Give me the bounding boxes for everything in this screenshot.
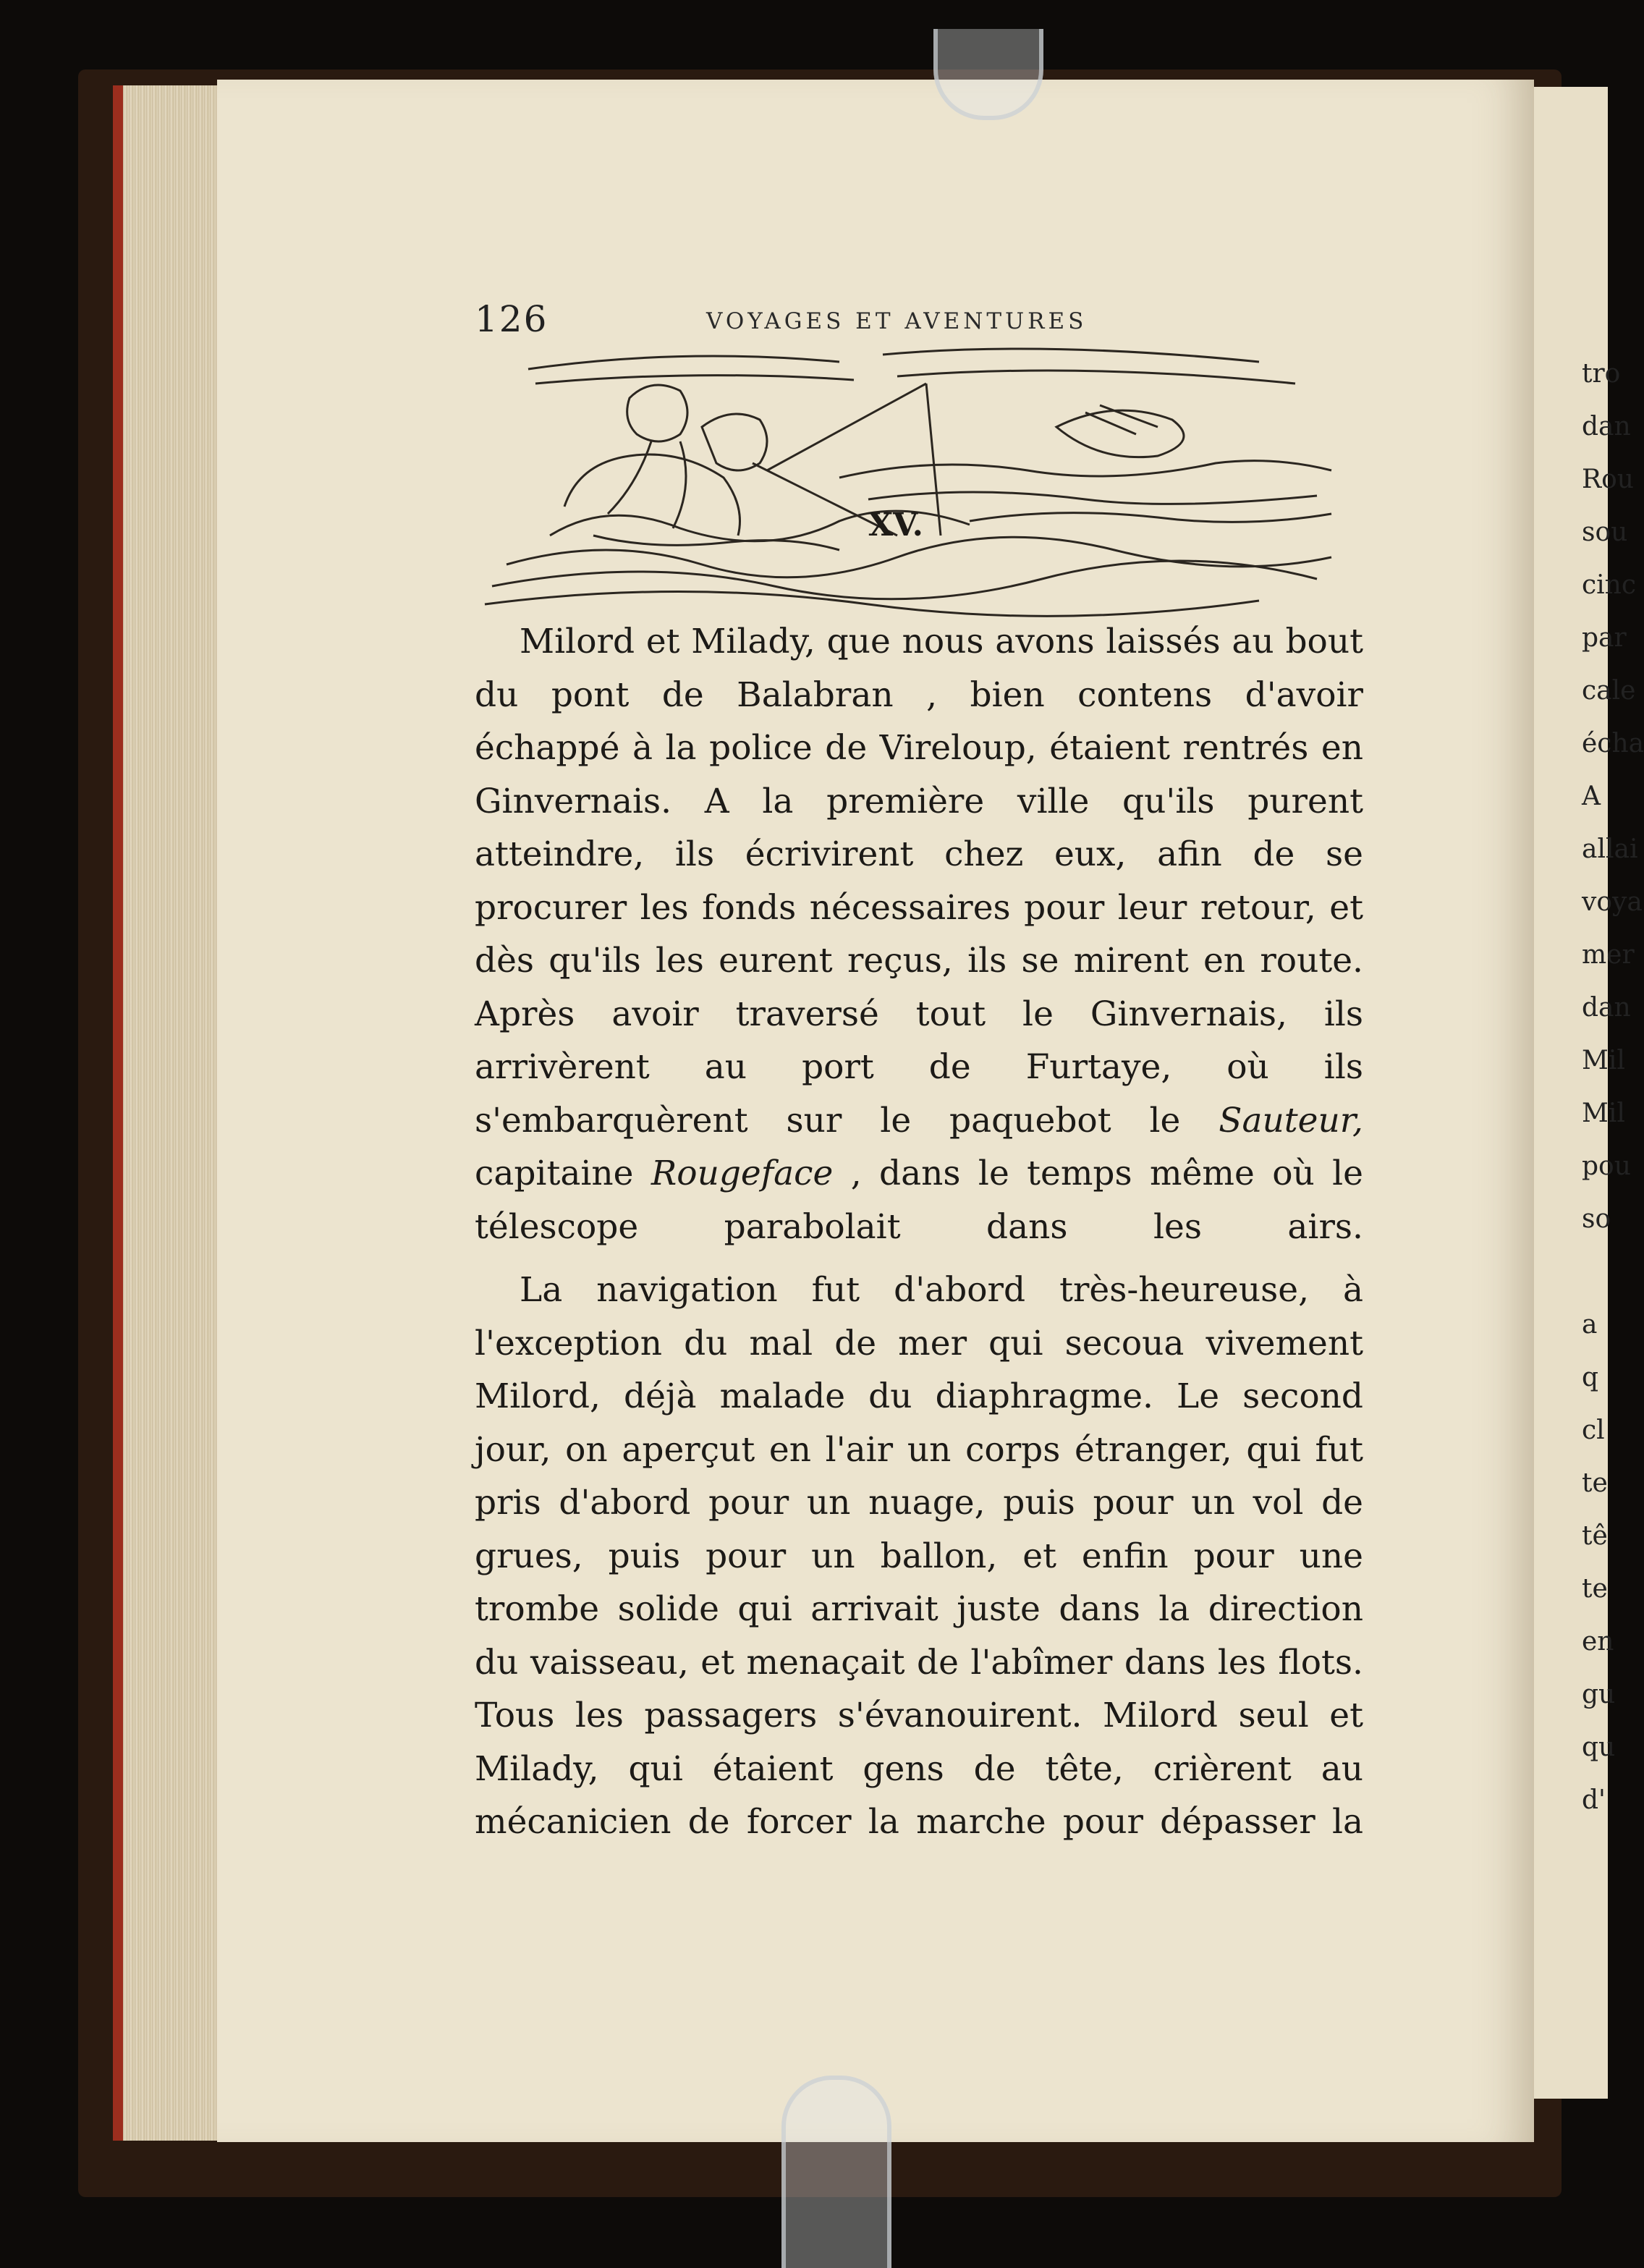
fragment: so [1582,1204,1611,1234]
chapter-number: XV. [868,507,923,543]
boat-scene-illustration [463,318,1346,622]
captain-name: Rougeface [651,1154,834,1193]
fragment: tro [1582,359,1621,389]
paragraph-1-text: Milord et Milady, que nous avons laissés au bout du pont de Balabran , bien contens d'avoir échappé à la police de Vireloup, étaient rentrés en Ginvernais. A la première ville qu'ils purent atteindre, ils écrivirent chez eux, afin de se procurer les fonds nécessaires pour leur retour, et dès qu'ils les eurent reçus, ils se mirent en route. Après avoir traversé tout le Ginvernais, ils arrivèrent au port de Furtaye, où ils s'embarquèrent sur le paquebot le [475,622,1363,1141]
paragraph-1-text: capitaine [475,1154,651,1193]
fragment: a [1582,1310,1598,1340]
fragment: cl [1582,1416,1605,1445]
page-clip-bottom [781,2076,891,2268]
fragment: Rou [1582,465,1634,494]
fragment: d' [1582,1785,1606,1815]
fragment: cale [1582,676,1636,706]
fragment: par [1582,623,1627,653]
ship-name: Sauteur, [1219,1100,1363,1141]
chapter-vignette [463,318,1346,622]
page-clip-top [933,29,1043,120]
fragment: te [1582,1468,1608,1498]
fragment: allai [1582,834,1638,864]
fragment: gu [1582,1680,1616,1709]
page-number: 126 [475,298,548,340]
main-text [475,615,1363,1849]
fragment: écha [1582,729,1644,758]
fragment: pou [1582,1151,1631,1181]
fragment: Mil [1582,1046,1625,1075]
fragment: voya [1582,887,1643,917]
fragment: cinc [1582,570,1637,600]
page-edges [123,85,221,2141]
facing-page-fragments [1582,347,1644,1827]
fragment: qu [1582,1732,1616,1762]
fragment: tê [1582,1521,1608,1551]
fragment: q [1582,1363,1599,1392]
facing-page [1527,87,1644,2099]
running-title: VOYAGES ET AVENTURES [706,308,1088,334]
fragment: Mil [1582,1099,1625,1128]
fragment: A [1582,782,1601,811]
fragment: te [1582,1574,1608,1604]
fragment: sou [1582,517,1628,547]
fragment: dan [1582,993,1631,1023]
paragraph-2: La navigation fut d'abord très-heureuse, à l'exception du mal de mer qui secoua vivement Milord, déjà malade du diaphragme. Le second jour, on aperçut en l'air un corps étranger, qui fut pris d'abord pour un nuage, puis pour un vol de grues, puis pour un ballon, et enfin pour une trombe solide qui arrivait juste dans la direction du vaisseau, et menaçait de l'abîmer dans les flots. Tous les passagers s'évanouirent. Milord seul et Milady, qui étaient gens de tête, crièrent au mécanicien de forcer la marche pour dépasser la [475,1270,1363,1842]
paragraph-1-text: , dans le temps même où le télescope parabolait dans les airs. [475,1154,1363,1247]
fragment: mer [1582,940,1635,970]
paragraph-1 [475,615,1363,1253]
fragment: en [1582,1627,1614,1656]
fragment: dan [1582,412,1631,441]
